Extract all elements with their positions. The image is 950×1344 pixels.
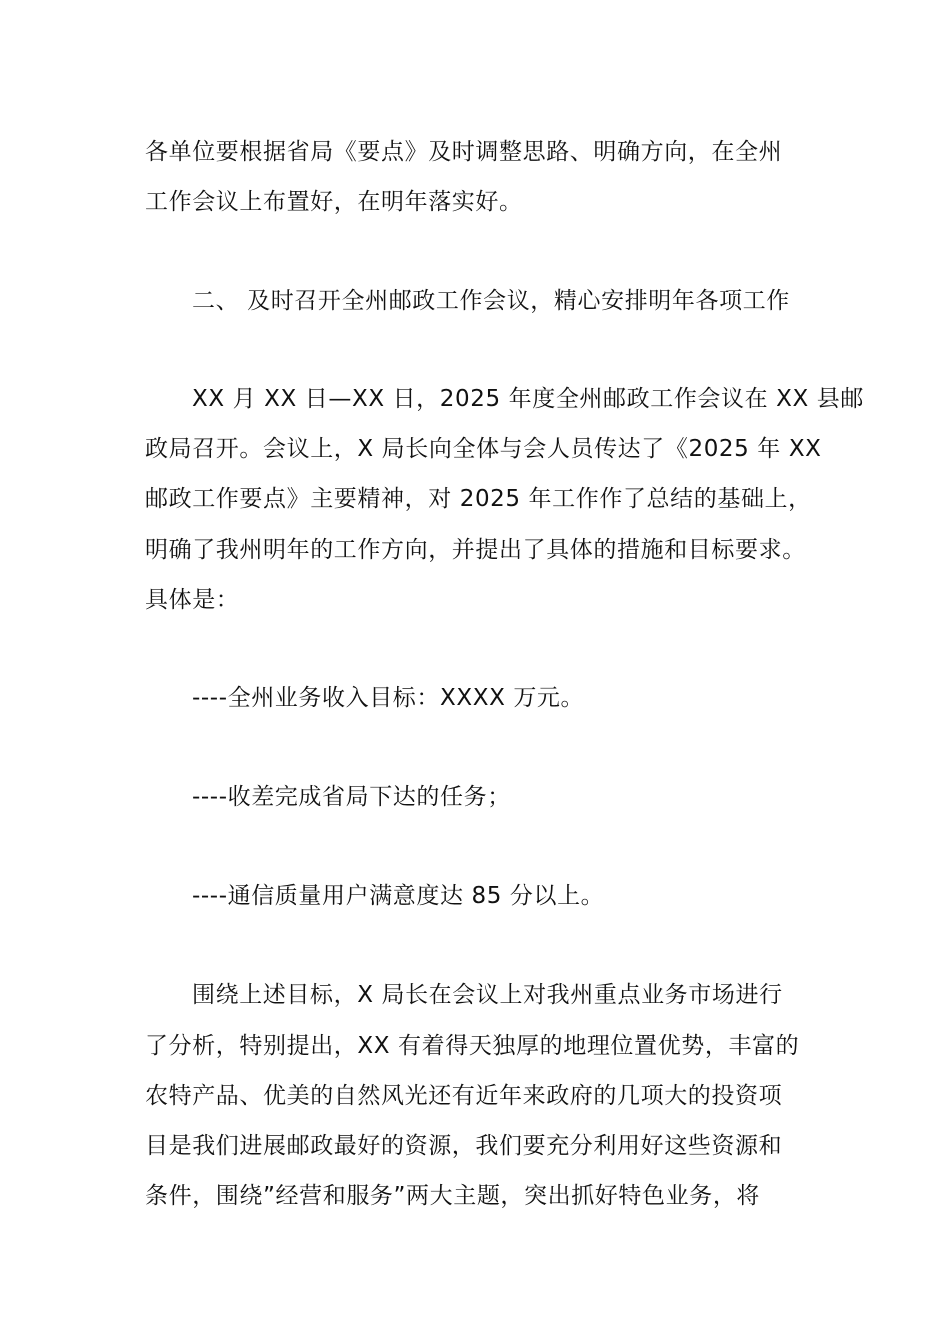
list-item: ----收差完成省局下达的任务；: [192, 784, 511, 810]
text-line: 工作会议上布置好，在明年落实好。: [145, 189, 523, 215]
list-item: ----通信质量用户满意度达 85 分以上。: [192, 883, 605, 909]
text-line: 农特产品、优美的自然风光还有近年来政府的几项大的投资项: [145, 1083, 783, 1109]
text-line: XX 月 XX 日—XX 日，2025 年度全州邮政工作会议在 XX 县邮: [192, 386, 864, 412]
list-item: ----全州业务收入目标：XXXX 万元。: [192, 685, 585, 711]
text-line: 明确了我州明年的工作方向，并提出了具体的措施和目标要求。: [145, 537, 806, 563]
text-line: 邮政工作要点》主要精神，对 2025 年工作作了总结的基础上，: [145, 486, 812, 512]
section-heading: 二、 及时召开全州邮政工作会议，精心安排明年各项工作: [192, 288, 790, 314]
text-line: 各单位要根据省局《要点》及时调整思路、明确方向，在全州: [145, 139, 783, 165]
text-line: 具体是：: [145, 587, 240, 613]
text-line: 政局召开。会议上，X 局长向全体与会人员传达了《2025 年 XX: [145, 436, 822, 462]
text-line: 目是我们进展邮政最好的资源，我们要充分利用好这些资源和: [145, 1133, 783, 1159]
text-line: 条件，围绕”经营和服务”两大主题，突出抓好特色业务，将: [145, 1183, 761, 1209]
text-line: 了分析，特别提出，XX 有着得天独厚的地理位置优势，丰富的: [145, 1033, 800, 1059]
text-line: 围绕上述目标，X 局长在会议上对我州重点业务市场进行: [192, 982, 783, 1008]
